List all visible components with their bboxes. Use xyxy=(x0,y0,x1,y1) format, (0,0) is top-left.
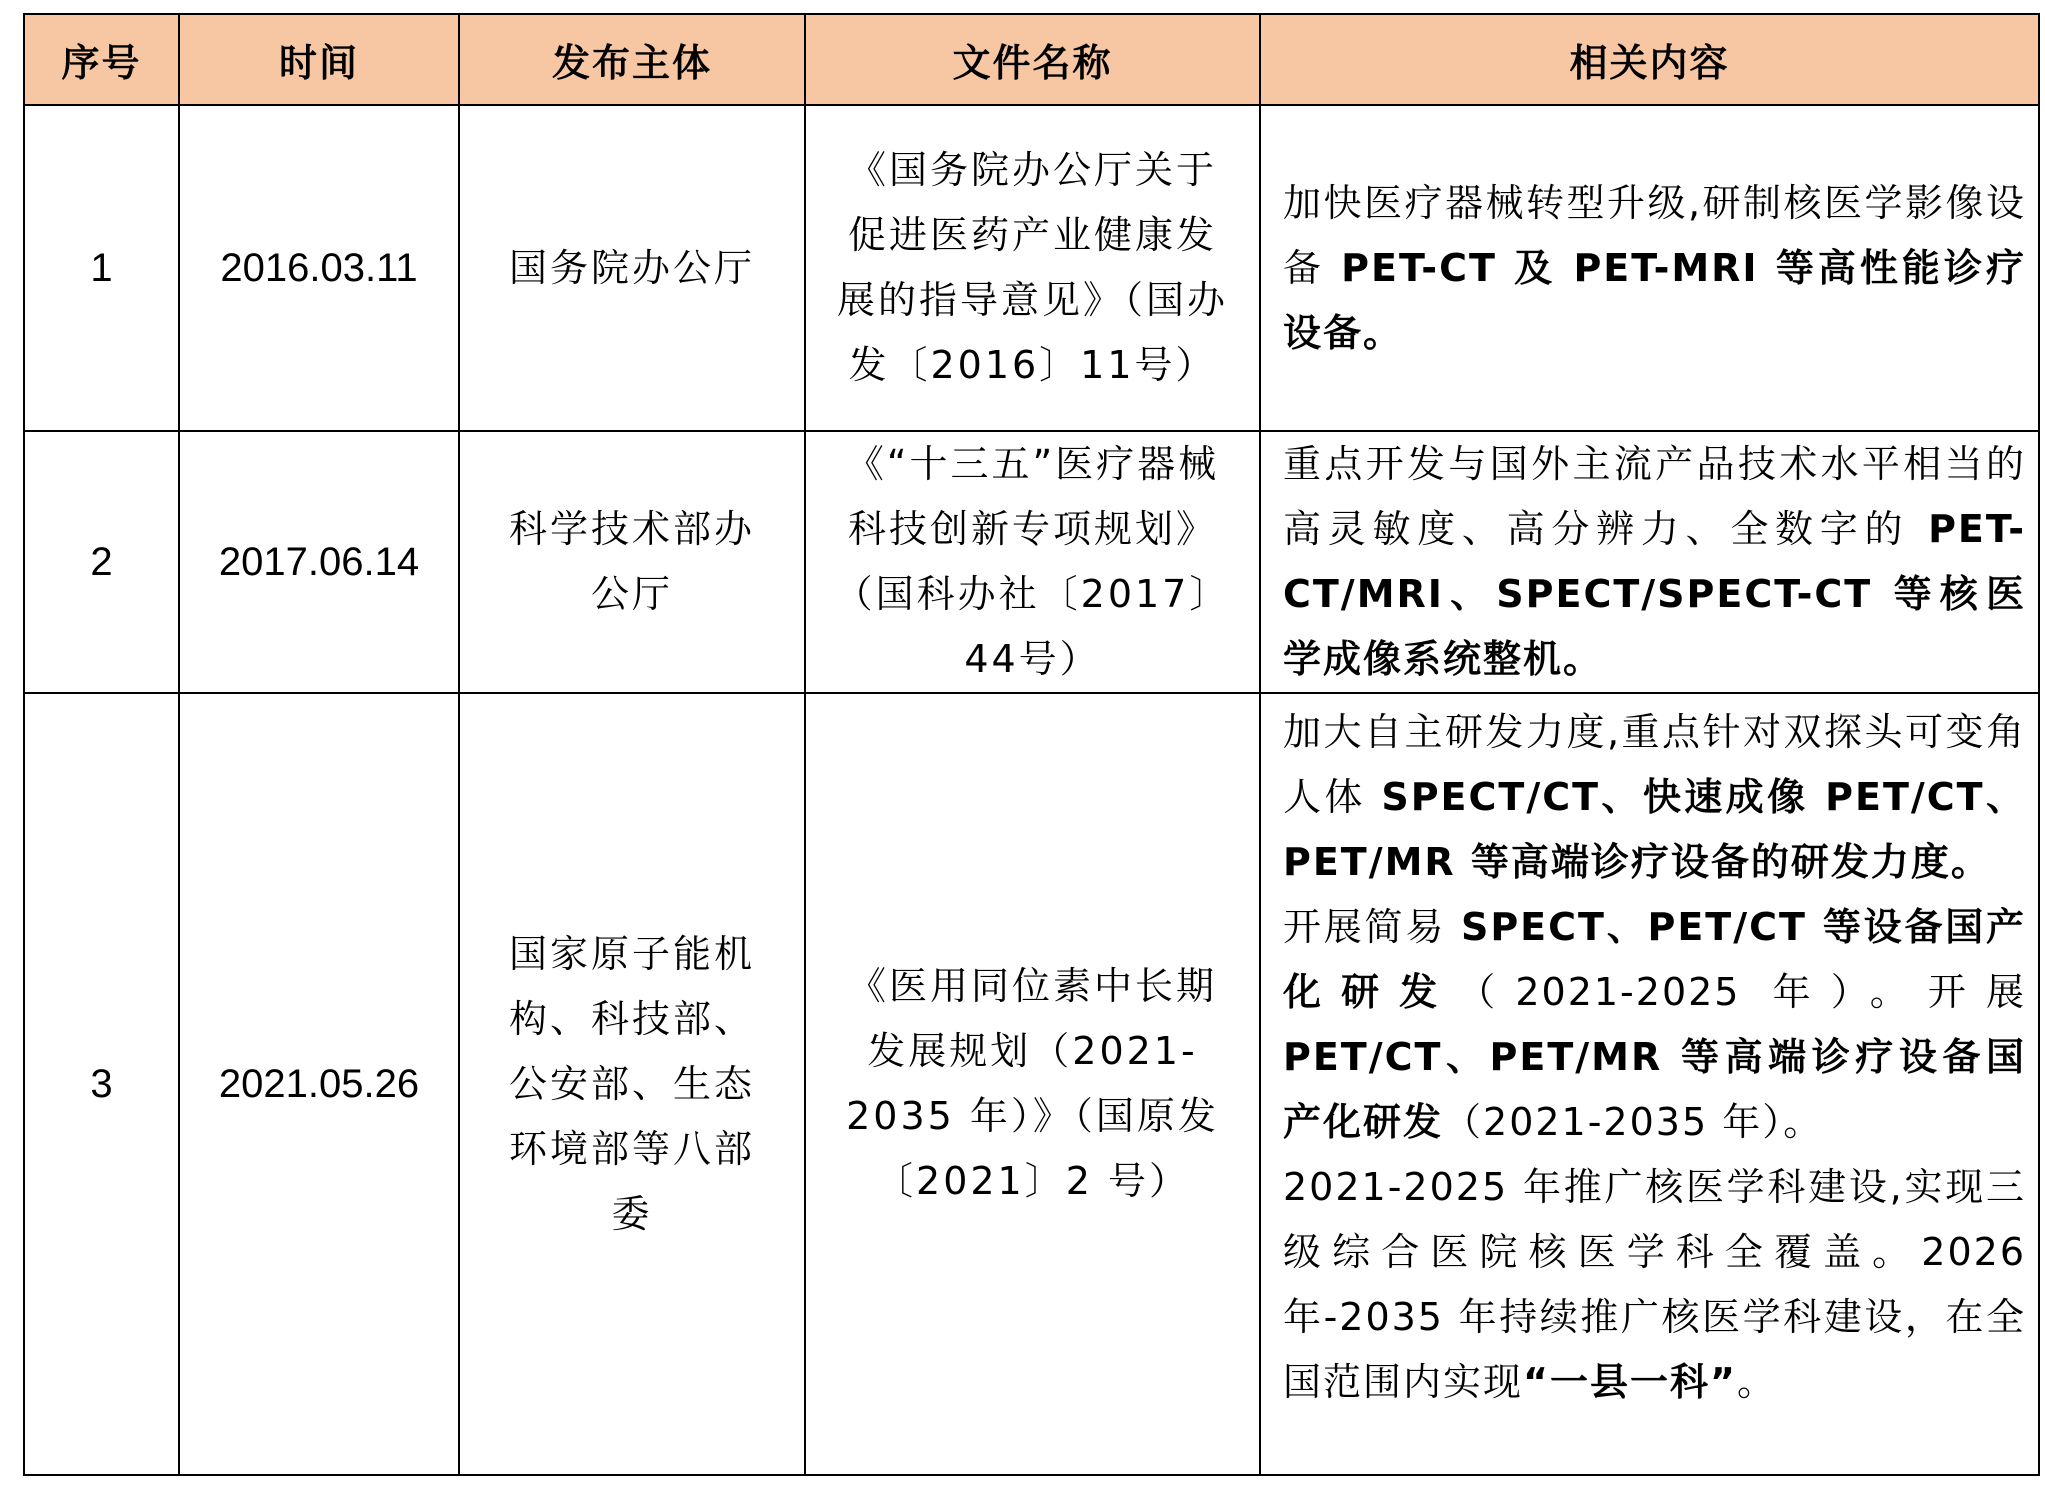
bold-text-run: SPECT/CT、快速成像 PET/CT、PET/MR 等高端诊疗设备的研发力度。 xyxy=(1283,775,2026,884)
issuer-text: 科学技术部办公厅 xyxy=(508,507,755,616)
cell-document xyxy=(805,431,1260,693)
text-run: （2021-2035 年）。 xyxy=(1443,1100,1824,1144)
cell-date: 2017.06.14 xyxy=(179,431,459,693)
table-row xyxy=(24,105,2039,431)
cell-issuer xyxy=(459,105,805,431)
content-paragraph xyxy=(1283,1155,2026,1415)
header-no: 序号 xyxy=(24,14,179,105)
cell-issuer xyxy=(459,431,805,693)
content-block xyxy=(1283,432,2026,692)
policy-table xyxy=(23,13,2040,1476)
content-paragraph xyxy=(1283,432,2026,692)
bold-text-run: “一县一科” xyxy=(1523,1360,1737,1404)
bold-text-run: PET-CT/MRI、SPECT/SPECT-CT 等核医学成像系统整机。 xyxy=(1283,507,2026,681)
bold-text-run: PET/CT、PET/MR 等高端诊疗设备国产化研发 xyxy=(1283,1035,2026,1144)
table-row xyxy=(24,431,2039,693)
cell-content xyxy=(1260,431,2039,693)
table-row xyxy=(24,693,2039,1475)
header-issuer: 发布主体 xyxy=(459,14,805,105)
header-content: 相关内容 xyxy=(1260,14,2039,105)
cell-document xyxy=(805,693,1260,1475)
cell-no: 2 xyxy=(24,431,179,693)
content-paragraph xyxy=(1283,171,2026,366)
cell-issuer xyxy=(459,693,805,1475)
text-run: 。 xyxy=(1736,1360,1777,1404)
text-run: 重点开发与国外主流产品技术水平相当的高灵敏度、高分辨力、全数字的 xyxy=(1283,442,2026,551)
content-paragraph xyxy=(1283,700,2026,895)
document-text: 《“十三五”医疗器械科技创新专项规划》（国科办社〔2017〕44号） xyxy=(834,442,1231,681)
text-run: 加大自主研发力度,重点针对双探头可变角人体 xyxy=(1283,710,2026,819)
bold-text-run: PET-CT 及 PET-MRI 等高性能诊疗设备。 xyxy=(1283,245,2026,355)
text-run: 加快医疗器械转型升级,研制核医学影像设备 xyxy=(1283,180,2026,290)
text-run: 2021-2025 年推广核医学科建设,实现三级综合医院核医学科全覆盖。2026 年-2035 年持续推广核医学科建设，在全国范围内实现 xyxy=(1283,1165,2026,1404)
cell-document xyxy=(805,105,1260,431)
content-block xyxy=(1283,171,2026,366)
cell-date: 2016.03.11 xyxy=(179,105,459,431)
header-document: 文件名称 xyxy=(805,14,1260,105)
cell-date: 2021.05.26 xyxy=(179,693,459,1475)
header-date: 时间 xyxy=(179,14,459,105)
document-text: 《医用同位素中长期发展规划（2021-2035 年）》（国原发〔2021〕2 号） xyxy=(846,964,1219,1203)
bold-text-run: SPECT、PET/CT 等设备国产化研发 xyxy=(1283,905,2026,1014)
cell-no: 1 xyxy=(24,105,179,431)
cell-no: 3 xyxy=(24,693,179,1475)
issuer-text: 国务院办公厅 xyxy=(508,245,755,290)
text-run: （2021-2025 年）。开展 xyxy=(1457,970,2026,1014)
content-block xyxy=(1283,700,2026,1415)
cell-content xyxy=(1260,693,2039,1475)
issuer-text: 国家原子能机构、科技部、公安部、生态环境部等八部委 xyxy=(508,931,755,1236)
content-paragraph xyxy=(1283,895,2026,1155)
header-row xyxy=(24,14,2039,105)
text-run: 开展简易 xyxy=(1283,905,1461,949)
document-text: 《国务院办公厅关于促进医药产业健康发展的指导意见》（国办发〔2016〕11号） xyxy=(836,148,1228,387)
cell-content xyxy=(1260,105,2039,431)
